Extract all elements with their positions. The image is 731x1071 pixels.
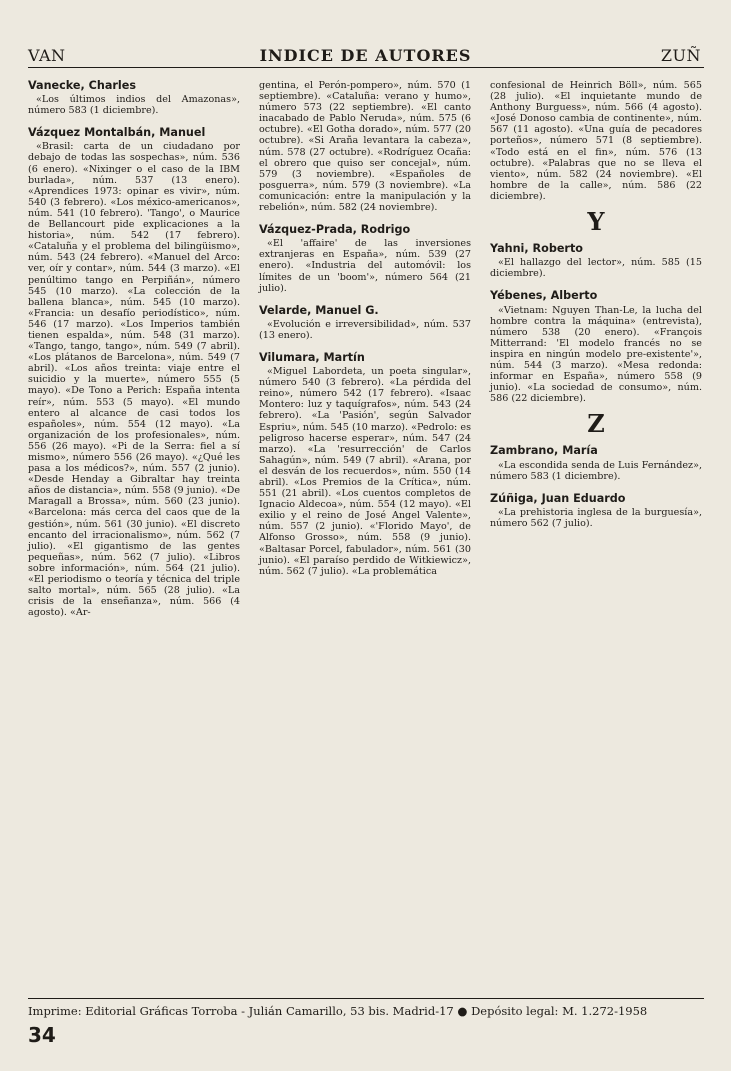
index-title: INDICE DE AUTORES <box>259 46 472 65</box>
author-entry <box>259 224 471 294</box>
footer-rule <box>28 998 704 999</box>
author-entry <box>259 305 471 341</box>
author-name: Vilumara, Martín <box>259 350 365 364</box>
header-rule <box>28 67 704 68</box>
column-1 <box>28 80 240 629</box>
author-entry <box>490 493 702 529</box>
author-name: Zambrano, María <box>490 444 598 458</box>
author-name: Vázquez Montalbán, Manuel <box>28 126 206 140</box>
author-entry <box>490 290 702 404</box>
page-number: 34 <box>28 1023 56 1047</box>
works-list: «Brasil: carta de un ciudadano por debajo de todas las sospechas», núm. 536 (6 enero). «Nixinger o el caso de la IBM burlada», núm. 537 (13 enero). «Aprendices 1973: opinar es vivir», núm. 540 (3 febrero). «Los méxico-americanos», núm. 541 (10 febrero). 'Tango', o Maurice de Bellancourt pide explicaciones a la historia», núm. 542 (17 febrero). «Cataluña y el problema del bilingüismo», núm. 543 (24 febrero). «Manuel del Arco: ver, oír y contar», núm. 544 (3 marzo). «El penúltimo tango en Perpiñán», número 545 (10 marzo). «La colección de la ballena blanca», núm. 545 (10 marzo). «Francia: un desafío periodístico», núm. 546 (17 marzo). «Los Imperios también tienen espalda», núm. 548 (31 marzo). «Tango, tango, tango», núm. 549 (7 abril). «Los plátanos de Barcelona», núm. 549 (7 abril). «Los años treinta: viaje entre el suicidio y la muerte», número 555 (5 mayo). «De Tono a Perich: España intenta reír», núm. 553 (5 mayo). «El mundo entero al alcance de casi todos los españoles», núm. 554 (12 mayo). «La organización de los profesionales», núm. 556 (26 mayo). «Pi de la Serra: fiel a sí mismo», número 556 (26 mayo). «¿Qué les pasa a los médicos?», núm. 557 (2 junio). «Desde Henday a Gibraltar hay treinta años de distancia», núm. 558 (9 junio). «De Maragall a Brossa», núm. 560 (23 junio). «Barcelona: más cerca del caos que de la gestión», núm. 561 (30 junio). «El discreto encanto del irracionalismo», núm. 562 (7 julio). «El gigantismo de las gentes pequeñas», núm. 562 (7 julio). «Libros sobre información», núm. 564 (21 julio). «El periodismo o teoría y técnica del triple salto mortal», núm. 565 (28 julio). «La crisis de la enseñanza», núm. 566 (4 agosto). «Ar- <box>28 141 240 619</box>
works-list: gentina, el Perón-pompero», núm. 570 (1 septiembre). «Cataluña: verano y humo», número 573 (22 septiembre). «El canto inacabado de Pablo Neruda», núm. 575 (6 octubre). «El Gotha dorado», núm. 577 (20 octubre). «Si Araña levantara la cabeza», núm. 578 (27 octubre). «Rodríguez Ocaña: el obrero que quiso ser concejal», núm. 579 (3 noviembre). «Españoles de posguerra», núm. 579 (3 noviembre). «La comunicación: entre la manipulación y la rebelión», núm. 582 (24 noviembre). <box>259 80 471 214</box>
works-list: «La escondida senda de Luis Fernández», número 583 (1 diciembre). <box>490 459 702 482</box>
works-list: «Los últimos indios del Amazonas», número 583 (1 diciembre). <box>28 94 240 117</box>
author-name: Yébenes, Alberto <box>490 289 598 303</box>
author-entry-continued <box>490 80 702 202</box>
author-name: Zúñiga, Juan Eduardo <box>490 491 626 505</box>
works-list: «Miguel Labordeta, un poeta singular», número 540 (3 febrero). «La pérdida del reino», número 542 (17 febrero). «Isaac Montero: luz y taquígrafos», núm. 543 (24 febrero). «La 'Pasión', según Salvador Espriu», núm. 545 (10 marzo). «Pedrolo: es peligroso hacerse esperar», núm. 547 (24 marzo). «La 'resurrección' de Carlos Sahagún», núm. 549 (7 abril). «Arana, por el desván de los recuerdos», núm. 550 (14 abril). «Los Premios de la Crítica», núm. 551 (21 abril). «Los cuentos completos de Ignacio Aldecoa», núm. 554 (12 mayo). «El exilio y el reino de José Angel Valente», núm. 557 (2 junio). «'Florido Mayo', de Alfonso Grosso», núm. 558 (9 junio). «Baltasar Porcel, fabulador», núm. 561 (30 junio). «El paraíso perdido de Witkiewicz», núm. 562 (7 julio). «La problemática <box>259 366 471 577</box>
author-entry <box>28 127 240 618</box>
author-name: Yahni, Roberto <box>490 242 583 256</box>
running-head-left: VAN <box>28 46 66 65</box>
author-name: Vázquez-Prada, Rodrigo <box>259 223 411 237</box>
running-head-right: ZUÑ <box>660 46 701 65</box>
author-name: Velarde, Manuel G. <box>259 303 379 317</box>
author-name: Vanecke, Charles <box>28 79 136 92</box>
author-entry-continued <box>259 80 471 213</box>
works-list: «El 'affaire' de las inversiones extranjeras en España», núm. 539 (27 enero). «Industria del automóvil: los límites de un 'boom'», número 564 (21 julio). <box>259 238 471 294</box>
works-list: confesional de Heinrich Böll», núm. 565 (28 julio). «El inquietante mundo de Anthony Burguess», núm. 566 (4 agosto). «José Donoso cambia de continente», núm. 567 (11 agosto). «Una guía de pecadores porteños», número 571 (8 septiembre). «Todo está en el fin», núm. 576 (13 octubre). «Palabras que no se lleva el viento», núm. 582 (24 noviembre). «El hombre de la calle», núm. 586 (22 diciembre). <box>490 80 702 202</box>
author-entry <box>28 80 240 116</box>
works-list: «La prehistoria inglesa de la burguesía», número 562 (7 julio). <box>490 506 702 529</box>
section-letter-z: Z <box>587 409 605 439</box>
works-list: «Vietnam: Nguyen Than-Le, la lucha del hombre contra la máquina» (entrevista), número 538 (20 enero). «François Mitterrand: 'El modelo francés no se inspira en ningún modelo pre-existente'», núm. 544 (3 marzo). «Mesa redonda: informar en España», número 558 (9 junio). «La sociedad de consumo», núm. 586 (22 diciembre). <box>490 304 702 405</box>
works-list: «Evolución e irreversibilidad», núm. 537 (13 enero). <box>259 318 471 341</box>
section-letter-y: Y <box>587 207 605 237</box>
author-entry <box>490 243 702 279</box>
imprint-line: Imprime: Editorial Gráficas Torroba - Julián Camarillo, 53 bis. Madrid-17 ● Depósito legal: M. 1.272-1958 <box>28 1004 648 1018</box>
works-list: «El hallazgo del lector», núm. 585 (15 diciembre). <box>490 257 702 280</box>
column-2 <box>259 80 471 588</box>
author-entry <box>490 445 702 481</box>
author-entry <box>259 352 471 577</box>
column-3 <box>490 80 702 540</box>
